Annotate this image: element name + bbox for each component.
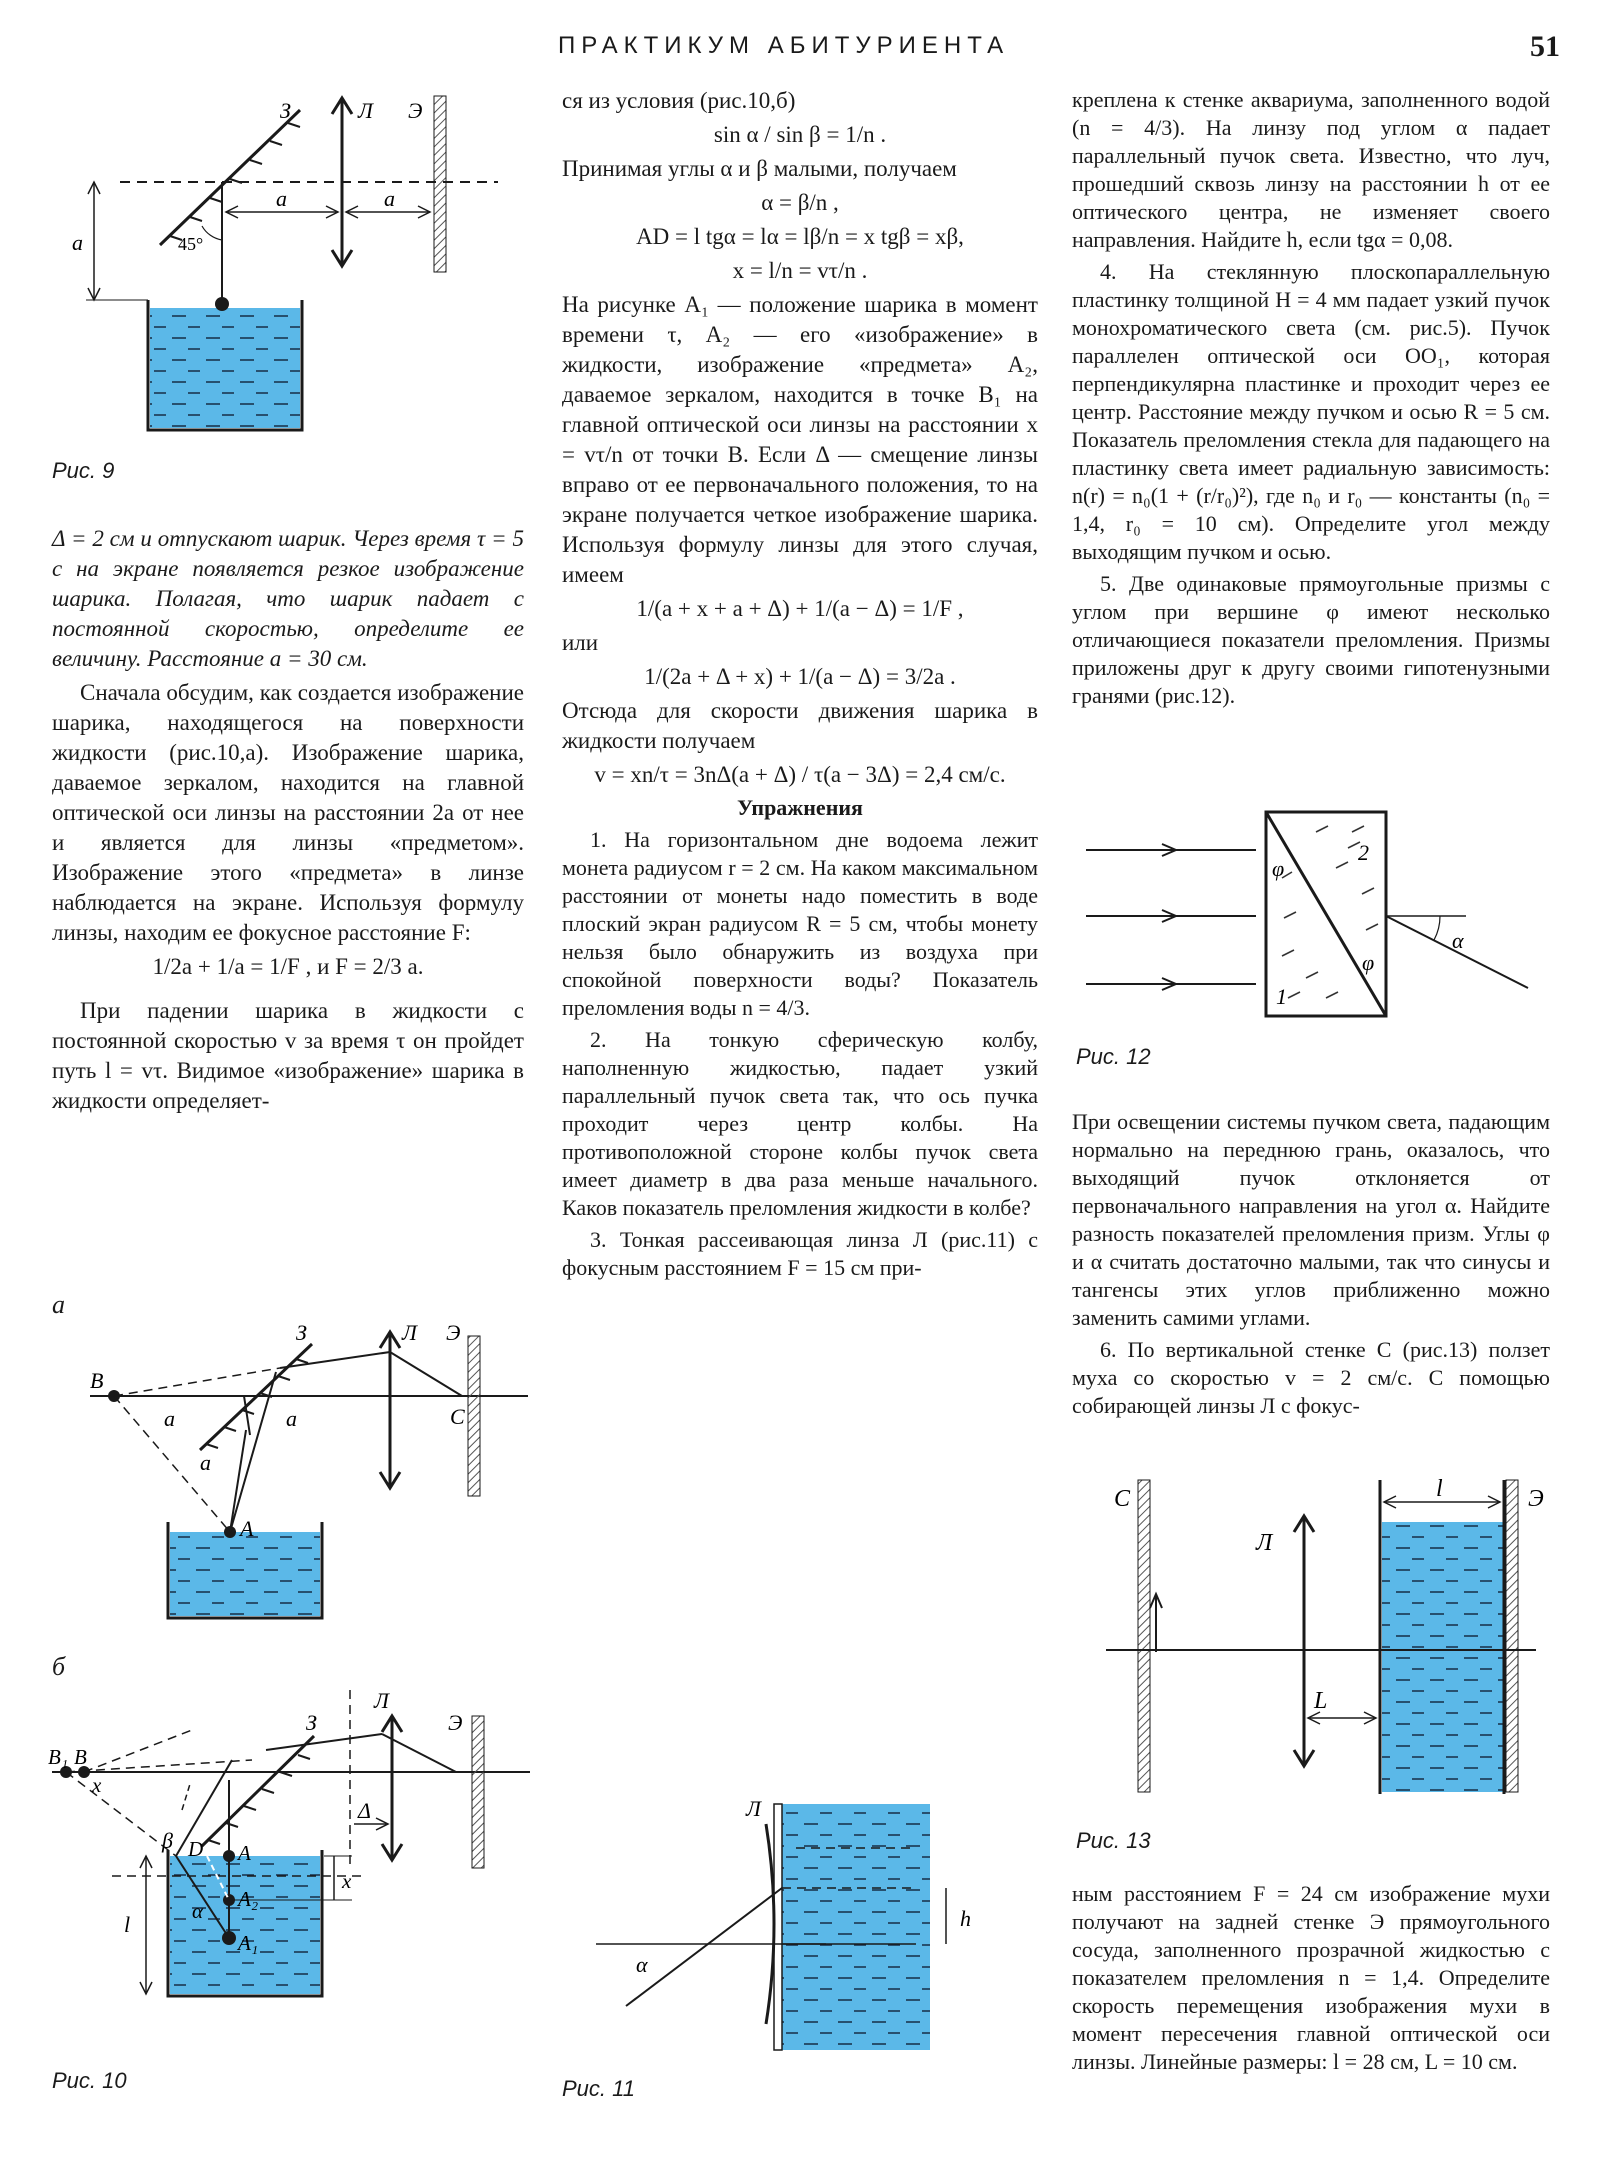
- fig10a-a2: a: [286, 1406, 297, 1431]
- exercise-6-cont: ным расстоянием F = 24 см изображение мухи получают на задней стенке Э прямоугольного сосуда, заполненного прозрачной жидкостью с показателем преломления n = 1,4. Определите скорость перемещения изображения мухи в момент пересечения главной оптической оси линзы. Линейные размеры: l = 28 см, L = 10 см.: [1072, 1881, 1550, 2074]
- fig13-L: L: [1314, 1688, 1328, 1714]
- exercise-6: 6. По вертикальной стенке C (рис.13) ползет муха со скоростью v = 2 см/с. С помощью собирающей линзы Л с фокус-: [1072, 1337, 1550, 1418]
- fig10b-mirror: З: [306, 1710, 317, 1735]
- column-1: [52, 524, 524, 1120]
- fig10b-D: D: [188, 1837, 204, 1861]
- fig13-C: C: [1114, 1486, 1131, 1512]
- fig13-caption: Рис. 13: [1076, 1828, 1151, 1853]
- exercise-1: 1. На горизонтальном дне водоема лежит монета радиусом r = 2 см. На каком максимальном расстоянии от монеты надо поместить в воде плоский экран радиусом R = 5 см, чтобы монету нельзя было обнаружить из воздуха при спокойной поверхности воды? Показатель преломления воды n = 4/3.: [562, 827, 1038, 1020]
- fig13-lens: Л: [1256, 1530, 1273, 1556]
- fig10a-B: B: [90, 1368, 104, 1393]
- fig10b-A2: A₂: [238, 1887, 259, 1911]
- col2-paragraph-4: Отсюда для скорости движения шарика в жидкости получаем: [562, 698, 1038, 753]
- fig12-phi2: φ: [1362, 950, 1375, 975]
- col1-equation-1: 1/2a + 1/a = 1/F , и F = 2/3 a.: [152, 954, 424, 979]
- exercise-3-cont: креплена к стенке аквариума, заполненного водой (n = 4/3). На линзу под углом α падает параллельный пучок света. Известно, что луч, прошедший сквозь линзу на расстоянии h от ее оптического центра, не изменяет своего направления. Найдите h, если tgα = 0,08.: [1072, 87, 1550, 252]
- fig12-n1: 1: [1276, 984, 1287, 1009]
- screen: [434, 96, 446, 272]
- col2-paragraph-2: Принимая углы α и β малыми, получаем: [562, 156, 957, 181]
- problem-end: Δ = 2 см и отпускают шарик. Через время τ = 5 с на экране появляется резкое изображение шарика. Полагая, что шарик падает с постоянной скоростью, определите ее величину. Расстояние a = 30 см.: [52, 526, 524, 671]
- exercises-title: Упражнения: [737, 795, 863, 820]
- running-title: ПРАКТИКУМ АБИТУРИЕНТА: [558, 32, 1010, 59]
- fig10a-A: A: [240, 1516, 254, 1541]
- fig10b-A1: A₁: [238, 1931, 259, 1955]
- figure-13: [1086, 1476, 1556, 1796]
- exercise-2: 2. На тонкую сферическую колбу, наполненную жидкостью, падает узкий параллельный пучок света так, что ось пучка проходит через центр колбы. На противоположной стороне колбы пучок света имеет диаметр в два раза меньше начального. Каков показатель преломления жидкости в колбе?: [562, 1027, 1038, 1220]
- fig10b-screen: Э: [448, 1710, 463, 1735]
- fig10a-screen: Э: [446, 1320, 461, 1345]
- fig10a-a1: a: [164, 1406, 175, 1431]
- fig10a-lens: Л: [402, 1320, 417, 1345]
- fig9-screen-label: Э: [408, 98, 423, 123]
- fig11-h: h: [960, 1906, 971, 1931]
- exercise-4: 4. На стеклянную плоскопараллельную пластинку толщиной H = 4 мм падает узкий пучок монохроматического света (см. рис.5). Пучок параллелен оптической оси OO₁, которая перпендикулярна пластинке и проходит через ее центр. Расстояние между пучком и осью R = 5 см. Показатель преломления стекла для падающего на пластинку света имеет радиальную зависимость: n(r) = n₀(1 + (r/r₀)²), где n₀ и r₀ — константы (n₀ = 1,4, r₀ = 10 см). Определите угол между выходящим пучком и осью.: [1072, 259, 1550, 564]
- col2-start: ся из условия (рис.10,б): [562, 88, 796, 113]
- fig10b-alpha: α: [192, 1899, 204, 1923]
- fig12-alpha: α: [1452, 928, 1464, 953]
- fig10b-x: x: [92, 1773, 102, 1797]
- col2-equation-6: 1/(2a + Δ + x) + 1/(a − Δ) = 3/2a .: [644, 664, 956, 689]
- fig10b-B1: B₁: [48, 1745, 69, 1769]
- exercise-3: 3. Тонкая рассеивающая линза Л (рис.11) с фокусным расстоянием F = 15 см при-: [562, 1227, 1038, 1280]
- fig10-caption: Рис. 10: [52, 2068, 127, 2093]
- fig9-a-right: a: [384, 186, 395, 211]
- fig12-n2: 2: [1358, 840, 1369, 865]
- fig10b-lens: Л: [374, 1688, 389, 1713]
- fig12-phi1: φ: [1272, 856, 1285, 881]
- exercise-5: 5. Две одинаковые прямоугольные призмы с углом при вершине φ имеют несколько отличающиеся показатели преломления. Призмы приложены друг к другу своими гипотенузными гранями (рис.12).: [1072, 571, 1550, 708]
- fig9-a-left: a: [72, 230, 83, 255]
- ball: [215, 297, 229, 311]
- fig9-a-mid: a: [276, 186, 287, 211]
- fig10b-beta: β: [162, 1828, 173, 1853]
- figure-11: [596, 1796, 1016, 2056]
- fig9-mirror-label: З: [280, 98, 291, 123]
- col1-paragraph-2: При падении шарика в жидкости с постоянной скоростью v за время τ он пройдет путь l = vτ. Видимое «изображение» шарика в жидкости определяет-: [52, 998, 524, 1113]
- col2-equation-5: 1/(a + x + a + Δ) + 1/(a − Δ) = 1/F ,: [636, 596, 964, 621]
- mirror: [160, 110, 300, 245]
- fig10b-l: l: [124, 1912, 131, 1937]
- column-3-middle: [1072, 1108, 1550, 1424]
- column-3-bottom: [1072, 1880, 1550, 2080]
- col2-equation-2: α = β/n ,: [761, 190, 839, 215]
- fig12-caption: Рис. 12: [1076, 1044, 1151, 1069]
- column-2: [562, 86, 1038, 1286]
- col2-equation-7: v = xn/τ = 3nΔ(a + Δ) / τ(a − 3Δ) = 2,4 см/с.: [594, 762, 1006, 787]
- fig11-caption: Рис. 11: [562, 2076, 635, 2101]
- fig10a-C: C: [450, 1404, 465, 1429]
- col1-paragraph-1: Сначала обсудим, как создается изображение шарика, находящегося на поверхности жидкости (рис.10,а). Изображение шарика, даваемое зеркалом, находится на главной оптической оси линзы на расстоянии 2a от нее и является для линзы «предметом». Изображение этого «предмета» в линзе наблюдается на экране. Используя формулу линзы, находим ее фокусное расстояние F:: [52, 680, 524, 945]
- fig10a-a3: a: [200, 1450, 211, 1475]
- col2-equation-4: x = l/n = vτ/n .: [732, 258, 868, 283]
- fig9-angle: 45°: [178, 234, 204, 254]
- col2-equation-1: sin α / sin β = 1/n .: [713, 122, 887, 147]
- col2-or: или: [562, 630, 599, 655]
- fig9-caption: Рис. 9: [52, 458, 115, 483]
- fig10-label-b: б: [52, 1652, 66, 1681]
- col2-equation-3: AD = l tgα = lα = lβ/n = x tgβ = xβ,: [636, 224, 964, 249]
- fig10-label-a: а: [52, 1290, 65, 1319]
- fig10a-mirror: З: [296, 1320, 307, 1345]
- fig13-screen: Э: [1528, 1486, 1544, 1512]
- figure-12: [1086, 808, 1546, 1024]
- fig10b-A: A: [238, 1841, 251, 1865]
- column-3: [1072, 86, 1550, 714]
- fig10b-delta: Δ: [358, 1798, 371, 1823]
- fig9-lens-label: Л: [358, 98, 373, 123]
- figure-9: [72, 90, 500, 460]
- fig10b-B: B: [74, 1745, 87, 1769]
- fig11-lens: Л: [746, 1796, 761, 1821]
- exercise-5-cont: При освещении системы пучком света, падающим нормально на переднюю грань, оказалось, что выходящий пучок отклоняется от первоначального направления на угол α. Найдите разность показателей преломления призм. Углы φ и α считать достаточно малыми, так что синусы и тангенсы этих углов приближенно можно заменить самими углами.: [1072, 1109, 1550, 1330]
- page-number: 51: [1530, 30, 1560, 63]
- fig10b-x2: x: [342, 1869, 352, 1893]
- fig13-l: l: [1436, 1476, 1443, 1502]
- figure-10b: [48, 1660, 532, 2020]
- figure-10a: [90, 1300, 530, 1620]
- col2-paragraph-3: На рисунке A₁ — положение шарика в момент времени τ, A₂ — его «изображение» в жидкости, изображение «предмета» A₂, даваемое зеркалом, находится в точке B₁ на главной оптической оси линзы на расстоянии x = vτ/n от точки B. Если Δ — смещение линзы вправо от ее первоначального положения, то на экране получается четкое изображение шарика. Используя формулу линзы для этого случая, имеем: [562, 292, 1038, 587]
- fig11-alpha: α: [636, 1952, 648, 1977]
